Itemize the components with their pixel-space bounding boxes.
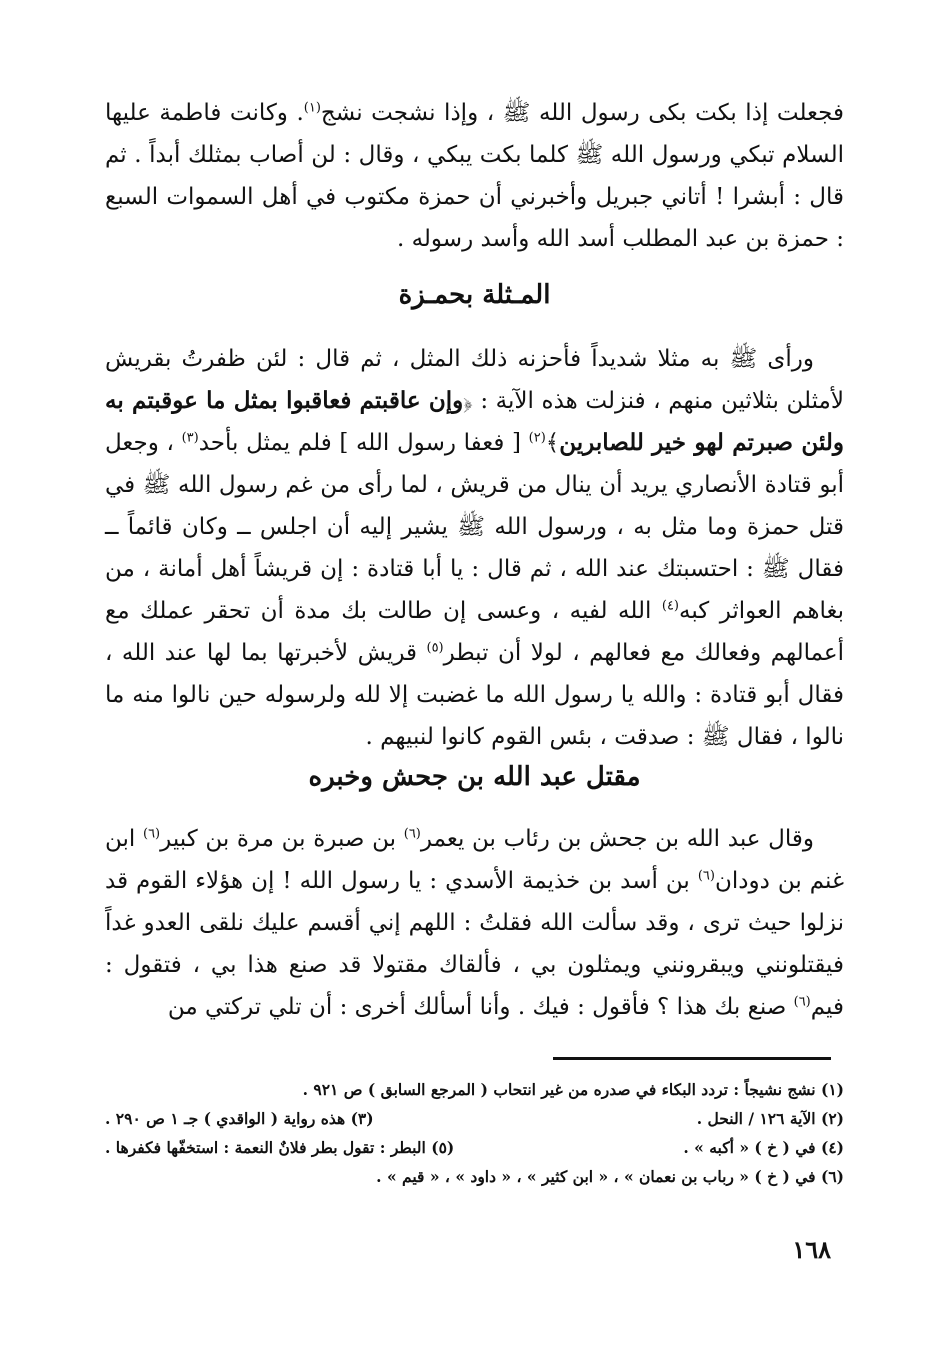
paragraph-abdullah-ibn-jahsh [105,818,844,1028]
footnote-separator [553,1057,831,1060]
text-run: ﴾ [545,430,560,456]
text-run: بن أسد بن خذيمة الأسدي : يا رسول الله ! إن هؤلاء القوم قد نزلوا حيث ترى ، وقد سألت الله فقلتُ : اللهم إني أقسم عليك نلقى العدو غداً فيقتلونني ويبقرونني ويمثلون بي ، فألقاك مقتولا قد صنع هذا بي ، فتقول : فيم [105,868,844,1020]
paragraph-text [105,818,844,1028]
footnotes [105,1075,844,1191]
paragraph-mourning [105,92,844,260]
paragraph-text [105,92,844,260]
footnote-line [105,1104,844,1133]
footnote-3: (٣) هذه رواية ( الواقدي ) جـ ١ ص ٢٩٠ . [105,1109,374,1128]
footnote-ref[interactable]: (٦) [142,826,161,842]
footnote-line [105,1133,844,1162]
text-run: صنع بك هذا ؟ فأقول : فيك . وأنا أسألك أخرى : أن تلي تركتي من [167,994,794,1020]
text-run: . وكانت فاطمة عليها السلام تبكي ورسول الله ﷺ كلما بكت يبكي ، وقال : لن أصاب بمثلك أبداً . ثم قال : أبشرا ! أتاني جبريل وأخبرني أن حمزة مكتوب في أهل السموات السبع : حمزة بن عبد المطلب أسد الله وأسد رسوله . [105,100,844,252]
footnote-ref[interactable]: (٤) [661,598,679,614]
text-run: بن صبرة بن مرة بن كبير [160,826,404,852]
footnote-line [105,1075,844,1104]
paragraph-text [105,338,844,758]
text-run: قريش لأخبرتها بما لها عند الله ، فقال أبو قتادة : والله يا رسول الله ما غضبت إلا لله ولرسوله حين نالوا منه ما نالوا ، فقال ﷺ : صدقت ، بئس القوم كانوا لنبيهم . [105,640,844,750]
text-run: ورأى ﷺ به مثلا شديداً فأحزنه ذلك المثل ، ثم قال : لئن ظفرتُ بقريش لأمثلن بثلاثين منهم ، فنزلت هذه الآية : ﴿ [105,346,844,414]
footnote-ref[interactable]: (١) [303,100,321,116]
paragraph-mutilation [105,338,844,758]
footnote-6: (٦) في ( خ ) « رباب بن نعمان » ، « ابن كثير » ، « داود » ، « قيم » . [376,1167,844,1186]
footnote-4: (٤) في ( خ ) « أكبه » . [683,1138,844,1157]
quran-verse: وإن عاقبتم فعاقبوا بمثل ما عوقبتم به ولئن صبرتم لهو خير للصابرين [105,387,844,456]
page-number: ١٦٨ [792,1235,831,1264]
footnote-1: (١) نشج نشيجاً : تردد البكاء في صدره من غير انتحاب ( المرجع السابق ) ص ٩٢١ . [302,1080,844,1099]
text-run: [ فعفا رسول الله ] فلم يمثل بأحد [198,430,529,456]
footnote-line [105,1162,844,1191]
footnote-ref[interactable]: (٦) [403,826,421,842]
text-run: الله لفيه ، وعسى إن طالت بك مدة أن تحقر عملك مع أعمالهم وفعالك مع فعالهم ، لولا أن تبطر [105,598,845,666]
footnote-5: (٥) البطر : تقول بطر فلانٌ النعمة : استخفّها فكفرها . [105,1138,455,1157]
text-run: وقال عبد الله بن جحش بن رئاب بن يعمر [420,826,814,852]
footnote-ref[interactable]: (٢) [528,430,546,446]
text-run: ابن غنم بن دودان [105,826,844,894]
footnote-ref[interactable]: (٥) [426,640,444,656]
section-heading-mutilation: المـثلة بحمـزة [398,280,551,310]
section-heading-abdullah-ibn-jahsh: مقتل عبد الله بن جحش وخبره [308,762,641,792]
text-run: ، وجعل أبو قتادة الأنصاري يريد أن ينال من قريش ، لما رأى من غم رسول الله ﷺ في قتل حمزة وما مثل به ، ورسول الله ﷺ يشير إليه أن اجلس ــ وكان قائماً ــ فقال ﷺ : احتسبتك عند الله ، ثم قال : يا أبا قتادة : إن قريشاً أهل أمانة ، من بغاهم العواثر كبه [105,430,844,624]
footnote-ref[interactable]: (٦) [697,868,715,884]
text-run: فجعلت إذا بكت بكى رسول الله ﷺ ، وإذا نشجت نشج [320,100,844,126]
footnote-ref[interactable]: (٣) [181,430,199,446]
footnote-2: (٢) الآية ١٢٦ / النحل . [696,1109,844,1128]
footnote-ref[interactable]: (٦) [793,994,811,1010]
